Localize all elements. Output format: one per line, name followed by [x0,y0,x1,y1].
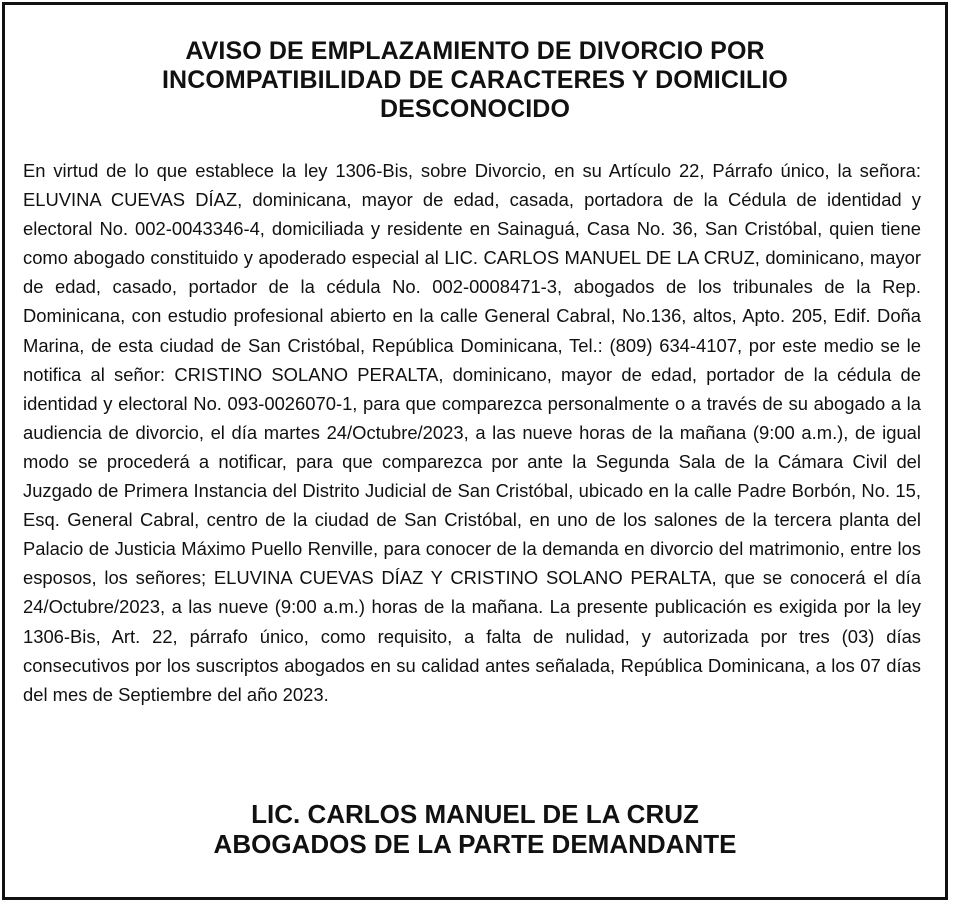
notice-title [65,37,885,124]
notice-title-line-3: DESCONOCIDO [379,95,570,123]
notice-signature [45,799,905,859]
signature-name: LIC. CARLOS MANUEL DE LA CRUZ [251,799,699,829]
signature-role: ABOGADOS DE LA PARTE DEMANDANTE [213,829,737,859]
notice-frame [2,2,948,900]
notice-title-line-1: AVISO DE EMPLAZAMIENTO DE DIVORCIO POR [185,37,765,65]
notice-body: En virtud de lo que establece la ley 1306-Bis, sobre Divorcio, en su Artículo 22, Párrafo único, la señora: ELUVINA CUEVAS DÍAZ, dominicana, mayor de edad, casada, portadora de la Cédula de identidad y electoral No. 002-0043346-4, domiciliada y residente en Sainaguá, Casa No. 36, San Cristóbal, quien tiene como abogado constituido y apoderado especial al LIC. CARLOS MANUEL DE LA CRUZ, dominicano, mayor de edad, casado, portador de la cédula No. 002-0008471-3, abogados de los tribunales de la Rep. Dominicana, con estudio profesional abierto en la calle General Cabral, No.136, altos, Apto. 205, Edif. Doña Marina, de esta ciudad de San Cristóbal, República Dominicana, Tel.: (809) 634-4107, por este medio se le notifica al señor: CRISTINO SOLANO PERALTA, dominicano, mayor de edad, portador de la cédula de identidad y electoral No. 093-0026070-1, para que comparezca personalmente o a través de su abogado a la audiencia de divorcio, el día martes 24/Octubre/2023, a las nueve horas de la mañana (9:00 a.m.), de igual modo se procederá a notificar, para que comparezca por ante la Segunda Sala de la Cámara Civil del Juzgado de Primera Instancia del Distrito Judicial de San Cristóbal, ubicado en la calle Padre Borbón, No. 15, Esq. General Cabral, centro de la ciudad de San Cristóbal, en uno de los salones de la tercera planta del Palacio de Justicia Máximo Puello Renville, para conocer de la demanda en divorcio del matrimonio, entre los esposos, los señores; ELUVINA CUEVAS DÍAZ Y CRISTINO SOLANO PERALTA, que se conocerá el día 24/Octubre/2023, a las nueve (9:00 a.m.) horas de la mañana. La presente publicación es exigida por la ley 1306-Bis, Art. 22, párrafo único, como requisito, a falta de nulidad, y autorizada por tres (03) días consecutivos por los suscriptos abogados en su calidad antes señalada, República Dominicana, a los 07 días del mes de Septiembre del año 2023. [23,160,921,705]
notice-title-line-2: INCOMPATIBILIDAD DE CARACTERES Y DOMICILIO [162,66,788,94]
